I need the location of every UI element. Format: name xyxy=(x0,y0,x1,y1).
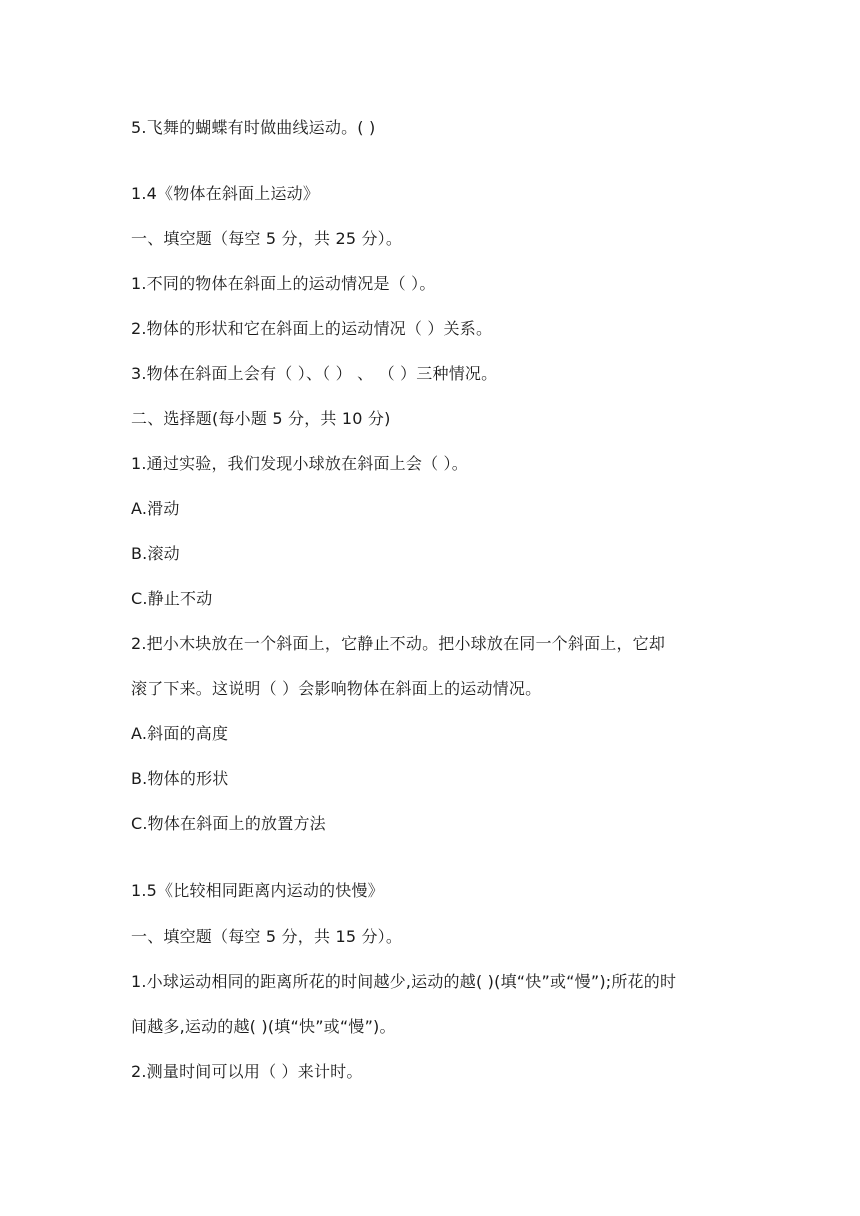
choice-2-option-c: C.物体在斜面上的放置方法 xyxy=(131,814,326,833)
choice-1-option-c: C.静止不动 xyxy=(131,589,213,608)
fill-question-1-line-2: 间越多,运动的越( )(填“快”或“慢”)。 xyxy=(131,1017,396,1036)
choice-question-2-line-1: 2.把小木块放在一个斜面上，它静止不动。把小球放在同一个斜面上，它却 xyxy=(131,634,666,653)
section-title-1-4: 1.4《物体在斜面上运动》 xyxy=(131,184,320,203)
choice-2-option-b: B.物体的形状 xyxy=(131,769,229,788)
question-5-butterfly: 5.飞舞的蝴蝶有时做曲线运动。( ) xyxy=(131,118,376,137)
fill-question-2: 2.物体的形状和它在斜面上的运动情况（ ）关系。 xyxy=(131,319,493,338)
choice-2-option-a: A.斜面的高度 xyxy=(131,724,229,743)
fill-question-1-line-1: 1.小球运动相同的距离所花的时间越少,运动的越( )(填“快”或“慢”);所花的时 xyxy=(131,972,677,991)
choice-question-1: 1.通过实验，我们发现小球放在斜面上会（ ）。 xyxy=(131,454,468,473)
section-title-1-5: 1.5《比较相同距离内运动的快慢》 xyxy=(131,881,384,900)
choice-1-option-a: A.滑动 xyxy=(131,499,180,518)
fill-blank-heading: 一、填空题（每空 5 分，共 25 分）。 xyxy=(131,229,403,248)
fill-blank-heading-2: 一、填空题（每空 5 分，共 15 分）。 xyxy=(131,927,403,946)
choice-heading: 二、选择题(每小题 5 分，共 10 分) xyxy=(131,409,391,428)
fill-question-3: 3.物体在斜面上会有（ ）、（ ） 、 （ ）三种情况。 xyxy=(131,364,498,383)
choice-question-2-line-2: 滚了下来。这说明（ ）会影响物体在斜面上的运动情况。 xyxy=(131,679,542,698)
choice-1-option-b: B.滚动 xyxy=(131,544,180,563)
fill-question-2-timing: 2.测量时间可以用（ ）来计时。 xyxy=(131,1062,363,1081)
fill-question-1: 1.不同的物体在斜面上的运动情况是（ ）。 xyxy=(131,274,436,293)
